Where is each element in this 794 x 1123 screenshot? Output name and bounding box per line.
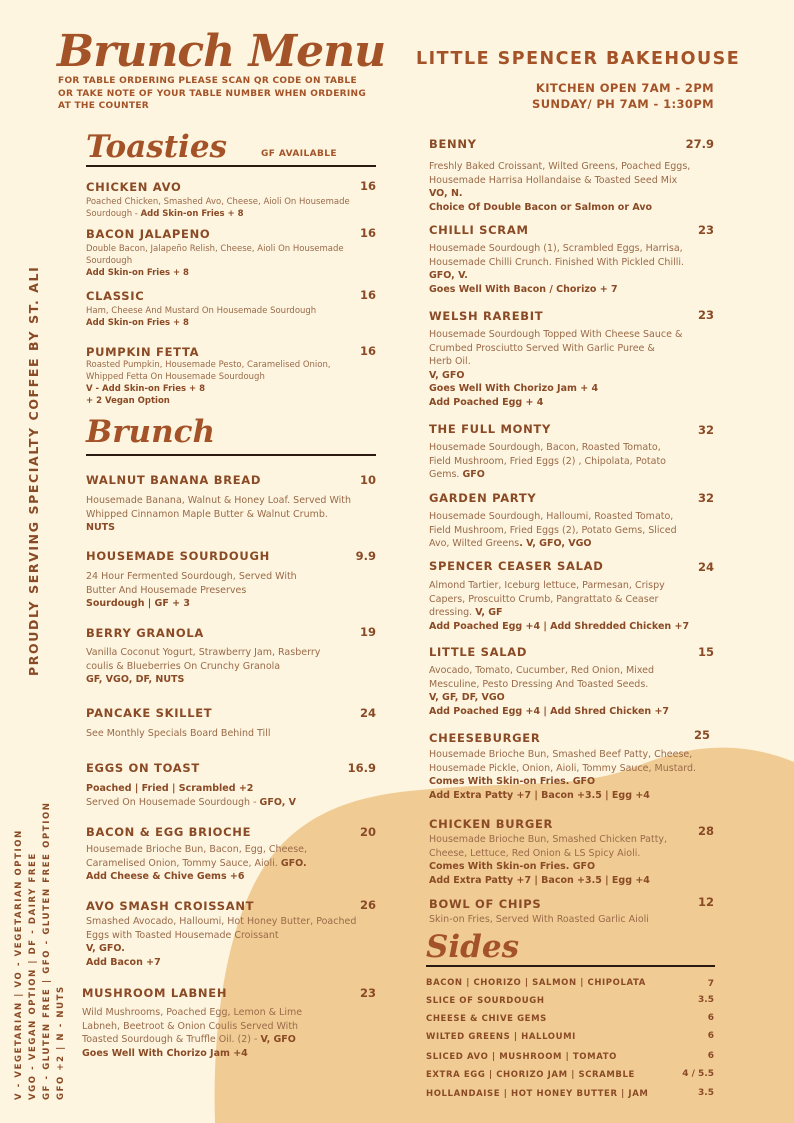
- side-item-name: SLICED AVO | MUSHROOM | TOMATO: [426, 1052, 617, 1062]
- toasties-divider: [86, 165, 376, 167]
- menu-item-name: WALNUT BANANA BREAD: [86, 473, 262, 487]
- menu-item-description: Smashed Avocado, Halloumi, Hot Honey Butter, Poached Eggs with Toasted Housemade Croissant V, GFO. Add Bacon +7: [86, 916, 357, 968]
- menu-item-description: Housemade Sourdough Topped With Cheese Sauce & Crumbed Prosciutto Served With Garlic Puree & Herb Oil. V, GFO Goes Well With Chorizo Jam + 4 Add Poached Egg + 4: [429, 329, 683, 408]
- menu-item-name: EGGS ON TOAST: [86, 761, 200, 775]
- menu-item-price: 23: [359, 986, 376, 1000]
- menu-item-price: 16.9: [347, 761, 376, 775]
- menu-item-price: 9.9: [355, 549, 376, 563]
- menu-item-name: BERRY GRANOLA: [86, 626, 204, 640]
- menu-item-name: WELSH RAREBIT: [429, 309, 544, 323]
- menu-item-description: Housemade Sourdough, Halloumi, Roasted Tomato, Field Mushroom, Fried Eggs (2), Potato Gems, Sliced Avo, Wilted Greens. V, GFO, VGO: [429, 511, 677, 549]
- hours-weekend: SUNDAY/ PH 7AM - 1:30PM: [532, 97, 714, 111]
- ordering-note: FOR TABLE ORDERING PLEASE SCAN QR CODE ON TABLE OR TAKE NOTE OF YOUR TABLE NUMBER WHEN ORDERING AT THE COUNTER: [58, 76, 367, 111]
- menu-item-name: LITTLE SALAD: [429, 645, 528, 659]
- menu-item-description: Avocado, Tomato, Cucumber, Red Onion, Mixed Mesculine, Pesto Dressing And Toasted Seeds. V, GF, DF, VGO Add Poached Egg +4 | Add Shred Chicken +7: [429, 665, 670, 717]
- menu-item-price: 25: [693, 728, 710, 742]
- side-item-price: 3.5: [698, 995, 714, 1005]
- menu-item-description: Housemade Brioche Bun, Smashed Beef Patty, Cheese, Housemade Pickle, Onion, Aioli, Tommy Sauce, Mustard. Comes With Skin-on Fries. GFO Add Extra Patty +7 | Bacon +3.5 | Egg +4: [429, 749, 697, 801]
- sides-heading: Sides: [426, 929, 520, 965]
- menu-item-name: SPENCER CEASER SALAD: [429, 559, 604, 573]
- menu-item-description: Housemade Brioche Bun, Bacon, Egg, Cheese, Caramelised Onion, Tommy Sauce, Aioli. GFO. Add Cheese & Chive Gems +6: [86, 844, 308, 882]
- legend-line-2: VGO - VEGAN OPTION | DF - DAIRY FREE: [28, 852, 38, 1100]
- toasties-heading: Toasties: [86, 129, 227, 165]
- side-item-price: 4 / 5.5: [682, 1069, 714, 1079]
- menu-item-price: 16: [359, 179, 376, 193]
- menu-item-price: 24: [697, 560, 714, 574]
- menu-item-price: 16: [359, 344, 376, 358]
- menu-item-name: BACON JALAPENO: [86, 227, 211, 241]
- legend-line-3: GF - GLUTEN FREE | GFO - GLUTEN FREE OPTION: [42, 801, 52, 1100]
- menu-item-price: 23: [697, 308, 714, 322]
- legend-line-4: GFO +2 | N - NUTS: [56, 985, 66, 1100]
- menu-item-name: BOWL OF CHIPS: [429, 897, 542, 911]
- gf-available-note: GF AVAILABLE: [261, 149, 337, 159]
- hours-weekday: KITCHEN OPEN 7AM - 2PM: [535, 81, 714, 95]
- menu-item-description: Roasted Pumpkin, Housemade Pesto, Caramelised Onion, Whipped Fetta On Housemade Sourdough V - Add Skin-on Fries + 8 + 2 Vegan Option: [86, 360, 331, 406]
- menu-item-price: 12: [697, 895, 714, 909]
- menu-item-name: HOUSEMADE SOURDOUGH: [86, 549, 270, 563]
- side-item-name: HOLLANDAISE | HOT HONEY BUTTER | JAM: [426, 1089, 649, 1099]
- side-item-name: SLICE OF SOURDOUGH: [426, 996, 545, 1006]
- side-item-name: EXTRA EGG | CHORIZO JAM | SCRAMBLE: [426, 1070, 635, 1080]
- menu-item-description: Almond Tartier, Iceburg lettuce, Parmesan, Crispy Capers, Proscuitto Crumb, Pangrattato & Ceaser dressing. V, GF Add Poached Egg +4 | Add Shredded Chicken +7: [429, 580, 690, 632]
- menu-item-description: Housemade Sourdough (1), Scrambled Eggs, Harrisa, Housemade Chilli Crunch. Finished With Pickled Chilli. GFO, V. Goes Well With Bacon / Chorizo + 7: [429, 243, 685, 295]
- legend-line-1: V - VEGETARIAN | VO - VEGETARIAN OPTION: [14, 829, 24, 1100]
- menu-item-price: 27.9: [685, 137, 714, 151]
- side-item-price: 3.5: [698, 1088, 714, 1098]
- brunch-divider: [86, 454, 376, 456]
- side-item-price: 6: [707, 1031, 714, 1041]
- menu-item-price: 15: [697, 645, 714, 659]
- sides-divider: [426, 965, 715, 967]
- menu-item-name: CHILLI SCRAM: [429, 223, 529, 237]
- menu-item-price: 23: [697, 223, 714, 237]
- menu-item-description: 24 Hour Fermented Sourdough, Served With Butter And Housemade Preserves Sourdough | GF + 3: [86, 571, 297, 609]
- coffee-note: PROUDLY SERVING SPECIALTY COFFEE BY ST. ALI: [26, 265, 41, 676]
- side-item-price: 7: [707, 979, 714, 989]
- menu-item-price: 26: [359, 898, 376, 912]
- menu-item-description: Wild Mushrooms, Poached Egg, Lemon & Lime Labneh, Beetroot & Onion Coulis Served With Toasted Sourdough & Truffle Oil. (2) - V, GFO Goes Well With Chorizo Jam +4: [82, 1007, 303, 1059]
- menu-item-name: CLASSIC: [86, 289, 145, 303]
- menu-item-price: 28: [697, 824, 714, 838]
- side-item-name: WILTED GREENS | HALLOUMI: [426, 1032, 576, 1042]
- menu-item-name: CHICKEN AVO: [86, 180, 182, 194]
- menu-item-name: THE FULL MONTY: [429, 422, 551, 436]
- menu-item-name: PANCAKE SKILLET: [86, 706, 213, 720]
- venue-name: LITTLE SPENCER BAKEHOUSE: [416, 49, 741, 69]
- menu-item-name: AVO SMASH CROISSANT: [86, 899, 255, 913]
- menu-item-price: 10: [359, 473, 376, 487]
- menu-item-description: Poached | Fried | Scrambled +2 Served On Housemade Sourdough - GFO, V: [86, 783, 296, 808]
- menu-item-price: 32: [697, 423, 714, 437]
- menu-item-price: 19: [359, 625, 376, 639]
- opening-hours: [532, 80, 714, 112]
- menu-item-price: 24: [359, 706, 376, 720]
- menu-item-description: Ham, Cheese And Mustard On Housemade Sourdough Add Skin-on Fries + 8: [86, 306, 317, 328]
- menu-item-price: 32: [697, 491, 714, 505]
- menu-item-price: 16: [359, 288, 376, 302]
- menu-item-description: Double Bacon, Jalapeño Relish, Cheese, Aioli On Housemade Sourdough Add Skin-on Fries + 8: [86, 244, 344, 278]
- menu-item-name: PUMPKIN FETTA: [86, 345, 200, 359]
- side-item-name: BACON | CHORIZO | SALMON | CHIPOLATA: [426, 978, 646, 988]
- menu-item-name: GARDEN PARTY: [429, 491, 537, 505]
- menu-item-description: Housemade Banana, Walnut & Honey Loaf. Served With Whipped Cinnamon Maple Butter & Walnut Crumb. NUTS: [86, 495, 352, 533]
- menu-item-description: Vanilla Coconut Yogurt, Strawberry Jam, Rasberry coulis & Blueberries On Crunchy Granola GF, VGO, DF, NUTS: [86, 647, 321, 685]
- side-item-name: CHEESE & CHIVE GEMS: [426, 1014, 547, 1024]
- menu-item-description: Skin-on Fries, Served With Roasted Garlic Aioli: [429, 914, 649, 925]
- side-item-price: 6: [707, 1051, 714, 1061]
- menu-item-name: MUSHROOM LABNEH: [82, 986, 228, 1000]
- menu-item-name: CHEESEBURGER: [429, 731, 541, 745]
- menu-item-description: See Monthly Specials Board Behind Till: [86, 728, 271, 739]
- menu-item-price: 16: [359, 226, 376, 240]
- brunch-heading: Brunch: [86, 414, 216, 450]
- menu-item-description: Housemade Brioche Bun, Smashed Chicken Patty, Cheese, Lettuce, Red Onion & LS Spicy Aioli. Comes With Skin-on Fries. GFO Add Extra Patty +7 | Bacon +3.5 | Egg +4: [429, 834, 668, 886]
- menu-item-description: Freshly Baked Croissant, Wilted Greens, Poached Eggs, Housemade Harrisa Hollandaise & Toasted Seed Mix VO, N. Choice Of Double Bacon or Salmon or Avo: [429, 161, 691, 213]
- menu-item-price: 20: [359, 825, 376, 839]
- menu-item-description: Housemade Sourdough, Bacon, Roasted Tomato, Field Mushroom, Fried Eggs (2) , Chipolata, Potato Gems. GFO: [429, 442, 666, 480]
- menu-item-name: BACON & EGG BRIOCHE: [86, 825, 252, 839]
- side-item-price: 6: [707, 1013, 714, 1023]
- menu-title: Brunch Menu: [57, 26, 386, 77]
- menu-item-name: BENNY: [429, 137, 477, 151]
- menu-item-name: CHICKEN BURGER: [429, 817, 554, 831]
- menu-item-description: Poached Chicken, Smashed Avo, Cheese, Aioli On Housemade Sourdough - Add Skin-on Fries + 8: [86, 197, 350, 219]
